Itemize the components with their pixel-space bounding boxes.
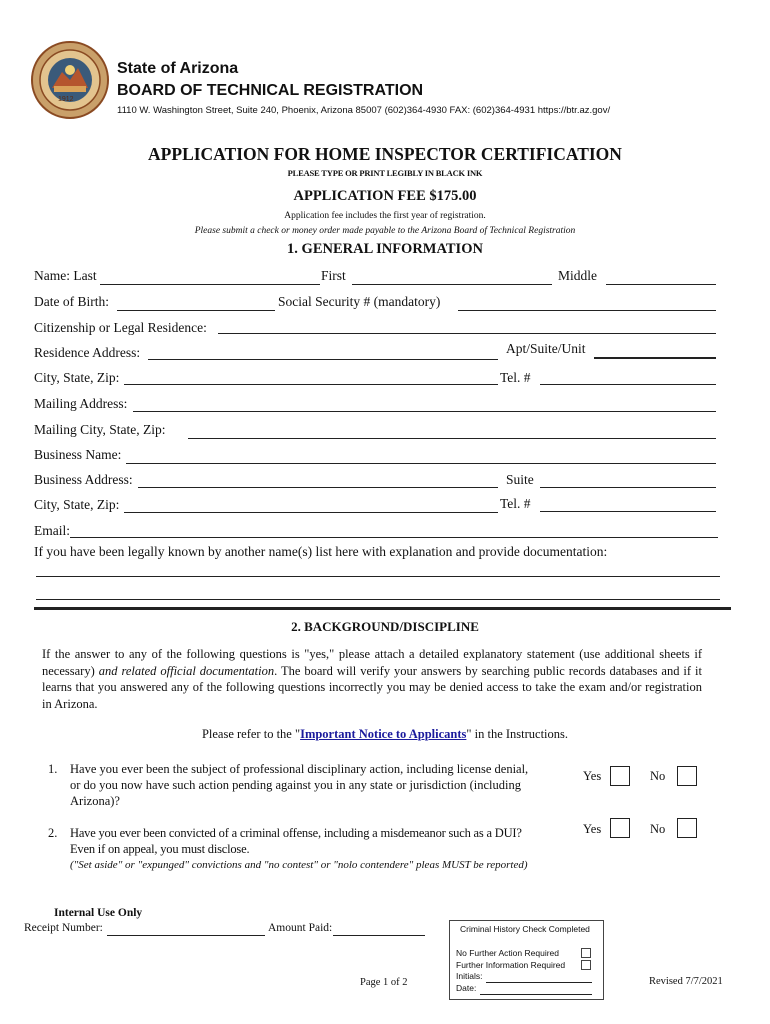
section1-heading: 1. GENERAL INFORMATION [287, 241, 483, 257]
refer-text-pre: Please refer to the " [201, 727, 301, 741]
criminal-check-box [449, 920, 604, 1000]
other-names-field-1[interactable] [36, 576, 720, 577]
q2-yes-label: Yes [583, 822, 602, 836]
mailing-city-label: Mailing City, State, Zip: [34, 422, 166, 437]
apt-label: Apt/Suite/Unit [506, 341, 586, 356]
q1-yes-label: Yes [583, 769, 602, 783]
name-last-field[interactable] [100, 284, 320, 285]
ssn-label: Social Security # (mandatory) [278, 294, 441, 309]
seal-year: 1912 [58, 96, 74, 103]
board-name: BOARD OF TECHNICAL REGISTRATION [117, 82, 424, 99]
q2-yes-checkbox[interactable] [610, 818, 630, 838]
q2-note: ("Set aside" or "expunged" convictions and "no contest" or "nolo contendere" pleas MUST be reported) [70, 859, 528, 871]
tel-field[interactable] [540, 384, 716, 385]
amount-field[interactable] [333, 935, 425, 936]
name-first-label: First [321, 268, 346, 283]
page-number: Page 1 of 2 [360, 977, 408, 988]
business-name-field[interactable] [126, 463, 716, 464]
q2-no-checkbox[interactable] [677, 818, 697, 838]
state-name: State of Arizona [117, 60, 239, 77]
name-first-field[interactable] [352, 284, 552, 285]
other-names-label: If you have been legally known by another name(s) list here with explanation and provide documentation: [34, 544, 608, 559]
q1-number: 1. [48, 762, 58, 776]
no-further-label: No Further Action Required [456, 948, 559, 958]
background-intro [42, 646, 702, 712]
further-info-label: Further Information Required [456, 960, 566, 970]
business-name-label: Business Name: [34, 447, 122, 462]
city-label: City, State, Zip: [34, 370, 120, 385]
citizenship-field[interactable] [218, 333, 716, 334]
business-address-field[interactable] [138, 487, 498, 488]
q1-text: Have you ever been the subject of professional disciplinary action, including license denial, or do you now have such action pending against you in any state or jurisdiction (including Arizona)? [70, 762, 529, 808]
mailing-city-field[interactable] [188, 438, 716, 439]
q1-no-checkbox[interactable] [677, 766, 697, 786]
section2-heading: 2. BACKGROUND/DISCIPLINE [291, 619, 479, 634]
q2-number: 2. [48, 826, 58, 840]
no-further-checkbox[interactable] [581, 948, 591, 958]
internal-use-label: Internal Use Only [54, 907, 143, 919]
tel-label: Tel. # [500, 370, 531, 385]
fee-label: APPLICATION FEE $175.00 [293, 188, 477, 204]
fee-payment-note: Please submit a check or money order made payable to the Arizona Board of Technical Registration [194, 226, 576, 236]
refer-notice [0, 727, 770, 742]
important-notice-link[interactable]: Important Notice to Applicants [300, 727, 467, 741]
email-label: Email: [34, 523, 70, 538]
intro-text-a: If the answer to any of the following questions is "yes," please attach a detailed explanatory statement (use additional sheets if necessary) [42, 647, 702, 678]
receipt-label: Receipt Number: [24, 922, 103, 934]
receipt-field[interactable] [107, 935, 265, 936]
email-field[interactable] [70, 537, 718, 538]
other-names-field-2[interactable] [36, 599, 720, 600]
revised-date: Revised 7/7/2021 [649, 976, 723, 987]
apt-field[interactable] [594, 357, 716, 359]
refer-text-post: " in the Instructions. [466, 727, 569, 741]
suite-field[interactable] [540, 487, 716, 488]
date-label: Date: [456, 983, 477, 993]
board-address: 1110 W. Washington Street, Suite 240, Phoenix, Arizona 85007 (602)364-4930 FAX: (602)364-4931 https://btr.az.gov/ [117, 105, 611, 116]
further-info-checkbox[interactable] [581, 960, 591, 970]
city-field[interactable] [124, 384, 498, 385]
dob-label: Date of Birth: [34, 294, 109, 309]
mailing-label: Mailing Address: [34, 396, 128, 411]
criminal-check-title: Criminal History Check Completed [460, 924, 590, 934]
dob-field[interactable] [117, 310, 275, 311]
business-tel-label: Tel. # [500, 496, 531, 511]
intro-text-c: . The board will verify your answers by searching public records databases and if it learns that you answered any of the following questions incorrectly you may be denied access to take the exam and/or registration in Arizona. [42, 663, 702, 711]
initials-label: Initials: [456, 971, 483, 981]
residence-label: Residence Address: [34, 345, 141, 360]
residence-field[interactable] [148, 359, 498, 360]
page-title: APPLICATION FOR HOME INSPECTOR CERTIFICATION [148, 144, 622, 164]
q2-no-label: No [650, 822, 666, 836]
date-field[interactable] [480, 994, 592, 995]
q2-text: Have you ever been convicted of a criminal offense, including a misdemeanor such as a DUI? Even if on appeal, you must disclose. [70, 826, 522, 856]
initials-field[interactable] [486, 982, 592, 983]
business-city-label: City, State, Zip: [34, 497, 120, 512]
business-tel-field[interactable] [540, 511, 716, 512]
ink-instruction: PLEASE TYPE OR PRINT LEGIBLY IN BLACK INK [287, 168, 483, 178]
ssn-field[interactable] [458, 310, 716, 311]
q1-yes-checkbox[interactable] [610, 766, 630, 786]
intro-text-b: and related official documentation [98, 663, 275, 678]
business-address-label: Business Address: [34, 472, 133, 487]
business-city-field[interactable] [124, 512, 498, 513]
state-seal [30, 40, 110, 120]
section-divider [34, 607, 731, 610]
name-middle-field[interactable] [606, 284, 716, 285]
amount-label: Amount Paid: [268, 922, 333, 934]
mailing-field[interactable] [133, 411, 716, 412]
citizenship-label: Citizenship or Legal Residence: [34, 320, 207, 335]
name-middle-label: Middle [558, 268, 597, 283]
fee-note: Application fee includes the first year of registration. [284, 211, 486, 221]
name-last-label: Name: Last [34, 268, 97, 283]
q1-no-label: No [650, 769, 666, 783]
suite-label: Suite [506, 472, 534, 487]
